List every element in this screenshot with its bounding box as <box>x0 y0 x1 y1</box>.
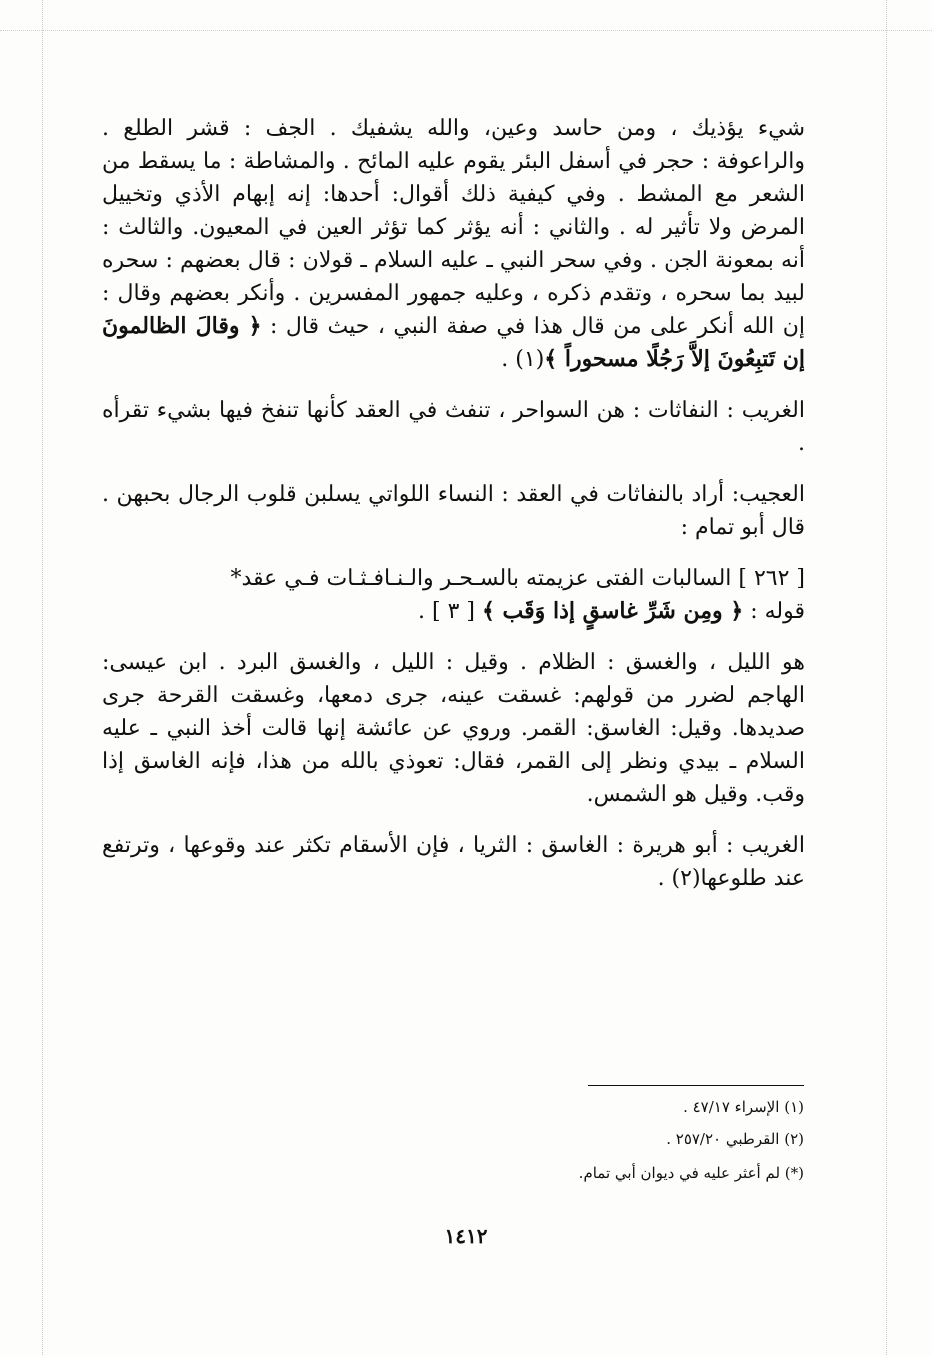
paragraph-gharib-2: الغريب : أبو هريرة : الغاسق : الثريا ، فإن الأسقام تكثر عند وقوعها ، وترتفع عند طلوعها(٢) . <box>102 833 805 891</box>
scan-margin-line-left <box>42 0 43 1355</box>
footnote-1: (١) الإسراء ٤٧/١٧ . <box>683 1098 804 1116</box>
verse-line <box>102 595 805 628</box>
footnote-ref: (١) . <box>501 347 545 372</box>
paragraph-ajib: العجيب: أراد بالنفاثات في العقد : النساء اللواتي يسلبن قلوب الرجال بحبهن . قال أبو تمام : <box>102 482 805 540</box>
footnote-2: (٢) القرطبي ٢٥٧/٢٠ . <box>666 1130 804 1148</box>
quran-verse: ﴿ وقالَ الظالمونَ إن تَتبِعُونَ إلاَّ رَجُلًا مسحوراً ﴾ <box>102 313 805 372</box>
paragraph-text: شيء يؤذيك ، ومن حاسد وعين، والله يشفيك . الجف : قشر الطلع . والراعوفة : حجر في أسفل البئر يقوم عليه المائح . والمشاطة : ما يسقط من الشعر مع المشط . وفي كيفية ذلك أقوال: أحدها: إنه إبهام الأذي وتخييل المرض ولا تأثير له . والثاني : أنه يؤثر كما تؤثر العين في المعيون. والثالث : أنه بمعونة الجن . وفي سحر النبي ـ عليه السلام ـ قولان : قال بعضهم : سحره لبيد بما سحره ، وتقدم ذكره ، وعليه جمهور المفسرين . وأنكر بعضهم وقال : إن الله أنكر على من قال هذا في صفة النبي ، حيث قال : <box>102 116 806 339</box>
paragraph-commentary <box>102 112 805 376</box>
page-number: ١٤١٢ <box>444 1224 488 1248</box>
body-text <box>102 112 805 913</box>
verse-intro: قوله : <box>743 599 805 624</box>
scan-margin-line-right <box>886 0 887 1355</box>
footnote-3: (*) لم أعثر عليه في ديوان أبي تمام. <box>578 1164 804 1182</box>
scan-margin-line-top <box>0 30 932 31</box>
verse-number: [ ٣ ] . <box>418 599 482 624</box>
paragraph-poem-and-verse <box>102 562 805 628</box>
poem-line: [ ٢٦٢ ] السالبات الفتى عزيمته بالسـحـر والـنـافـثـات فـي عقد* <box>230 566 805 591</box>
paragraph-ghasiq: هو الليل ، والغسق : الظلام . وقيل : الليل ، والغسق البرد . ابن عيسى: الهاجم لضرر من قولهم: غسقت عينه، جرى دمعها، وغسقت القرحة جرى صديدها. وقيل: الغاسق: القمر. وروي عن عائشة إنها قالت أخذ النبي ـ عليه السلام ـ بيدي ونظر إلى القمر، فقال: تعوذي بالله من هذا، فإنه الغاسق إذا وقب. وقيل هو الشمس. <box>102 650 805 807</box>
footnote-separator <box>588 1085 804 1086</box>
paragraph-gharib: الغريب : النفاثات : هن السواحر ، تنفث في العقد كأنها تنفخ فيها بشيء تقرأه . <box>102 398 805 456</box>
quran-verse: ﴿ ومِن شَرِّ غاسقٍ إذا وَقَب ﴾ <box>482 598 744 624</box>
